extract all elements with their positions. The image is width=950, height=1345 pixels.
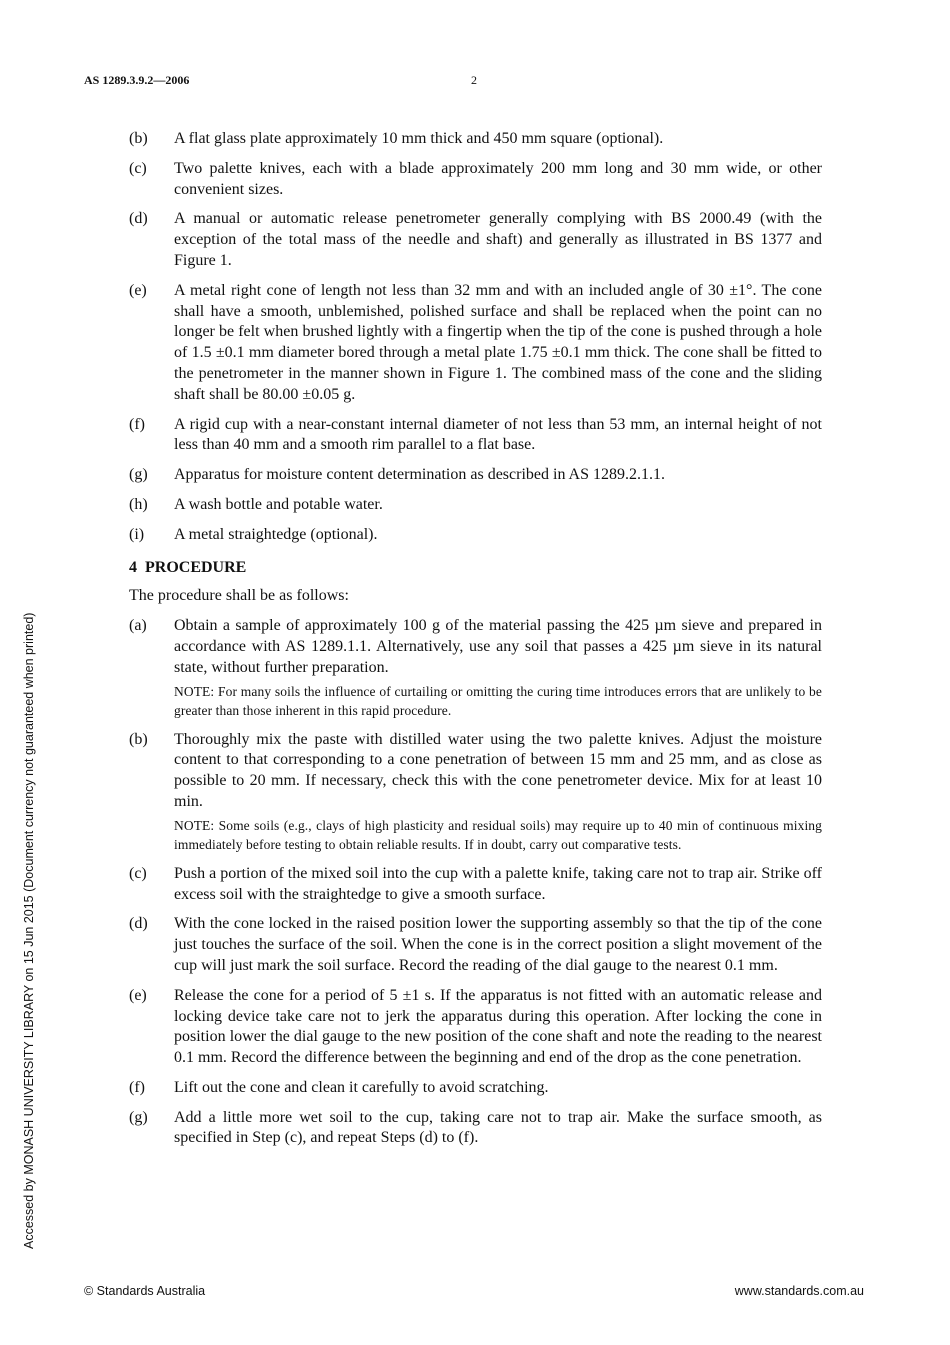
procedure-step	[129, 864, 822, 906]
item-text: A rigid cup with a near-constant internal diameter of not less than 53 mm, an internal height of not less than 40 mm and a smooth rim parallel to a flat base.	[174, 415, 822, 454]
item-label: (c)	[129, 159, 147, 177]
page-number: 2	[471, 73, 477, 87]
list-item	[129, 129, 822, 150]
item-text: A metal straightedge (optional).	[174, 525, 378, 543]
list-item	[129, 495, 822, 516]
item-text: A wash bottle and potable water.	[174, 495, 383, 513]
procedure-step	[129, 986, 822, 1069]
item-text: A metal right cone of length not less than 32 mm and with an included angle of 30 ±1°. The cone shall have a smooth, unblemished, polished surface and shall be replaced when the point can no longer be felt when brushed lightly with a fingertip when the tip of the cone is pushed through a hole of 1.5 ±0.1 mm diameter bored through a metal plate 1.75 ±0.1 mm thick. The cone shall be fitted to the penetrometer in the manner shown in Figure 1. The combined mass of the cone and the sliding shaft shall be 80.00 ±0.05 g.	[174, 281, 822, 403]
item-label: (d)	[129, 210, 148, 228]
procedure-step	[129, 1078, 822, 1099]
item-label: (e)	[129, 281, 147, 299]
step-label: (g)	[129, 1108, 148, 1126]
step-label: (b)	[129, 730, 148, 748]
list-item	[129, 525, 822, 546]
step-label: (d)	[129, 915, 148, 933]
procedure-step	[129, 730, 822, 855]
step-text: Thoroughly mix the paste with distilled water using the two palette knives. Adjust the moisture content to that corresponding to a cone penetration of between 15 mm and 25 mm, and as close as possible to 20 mm. If necessary, check this with the cone penetrometer device. Mix for at least 10 min.	[174, 730, 822, 810]
step-text: With the cone locked in the raised position lower the supporting assembly so that the tip of the cone just touches the surface of the soil. When the cone is in the correct position a slight movement of the cup will just mark the soil surface. Record the reading of the dial gauge to the nearest 0.1 mm.	[174, 915, 822, 974]
step-text: Release the cone for a period of 5 ±1 s. If the apparatus is not fitted with an automatic release and locking device take care not to jerk the apparatus during this operation. After locking the cone in position lower the dial gauge to the new position of the cone shaft and note the reading to the nearest 0.1 mm. Record the difference between the beginning and end of the drop as the cone penetration.	[174, 986, 822, 1067]
standard-id: AS 1289.3.9.2—2006	[84, 73, 190, 87]
item-text: A manual or automatic release penetrometer generally complying with BS 2000.49 (with the exception of the total mass of the needle and shaft) and generally as illustrated in BS 1377 and Figure 1.	[174, 210, 822, 269]
step-text: Push a portion of the mixed soil into the cup with a palette knife, taking care not to trap air. Strike off excess soil with the straightedge to give a smooth surface.	[174, 864, 822, 903]
document-body	[129, 129, 822, 1158]
list-item	[129, 159, 822, 201]
list-item	[129, 209, 822, 271]
procedure-step	[129, 1108, 822, 1150]
section-heading: 4 PROCEDURE	[129, 558, 247, 576]
step-label: (f)	[129, 1078, 145, 1096]
item-text: Apparatus for moisture content determination as described in AS 1289.2.1.1.	[174, 466, 666, 484]
list-item	[129, 465, 822, 486]
item-label: (b)	[129, 130, 148, 147]
procedure-intro: The procedure shall be as follows:	[129, 587, 349, 605]
procedure-step	[129, 914, 822, 976]
step-label: (c)	[129, 864, 147, 882]
item-label: (f)	[129, 415, 145, 433]
step-text: Obtain a sample of approximately 100 g of the material passing the 425 µm sieve and prepared in accordance with AS 1289.1.1. Alternatively, use any soil that passes a 425 µm sieve in its natural state, without further preparation.	[174, 617, 822, 676]
list-item	[129, 415, 822, 457]
step-text: Lift out the cone and clean it carefully to avoid scratching.	[174, 1078, 549, 1096]
step-note: NOTE: For many soils the influence of curtailing or omitting the curing time introduces errors that are unlikely to be greater than those inherent in this rapid procedure.	[174, 683, 822, 719]
footer-copyright: © Standards Australia	[84, 1284, 206, 1298]
procedure-steps	[129, 616, 822, 1149]
item-text: Two palette knives, each with a blade approximately 200 mm long and 30 mm wide, or other convenient sizes.	[174, 159, 822, 198]
step-label: (e)	[129, 986, 147, 1004]
step-note: NOTE: Some soils (e.g., clays of high plasticity and residual soils) may require up to 40 min of continuous mixing immediately before testing to obtain reliable results. If in doubt, carry out comparative tests.	[174, 817, 822, 853]
footer-website: www.standards.com.au	[734, 1284, 864, 1298]
item-label: (i)	[129, 525, 145, 543]
item-text: A flat glass plate approximately 10 mm thick and 450 mm square (optional).	[174, 130, 664, 147]
item-label: (h)	[129, 495, 148, 513]
access-notice: Accessed by MONASH UNIVERSITY LIBRARY on 15 Jun 2015 (Document currency not guaranteed when printed)	[22, 612, 36, 1249]
item-label: (g)	[129, 466, 148, 484]
step-label: (a)	[129, 617, 147, 635]
list-item	[129, 281, 822, 406]
apparatus-list	[129, 129, 822, 546]
procedure-step	[129, 616, 822, 720]
step-text: Add a little more wet soil to the cup, taking care not to trap air. Make the surface smooth, as specified in Step (c), and repeat Steps (d) to (f).	[174, 1108, 822, 1147]
